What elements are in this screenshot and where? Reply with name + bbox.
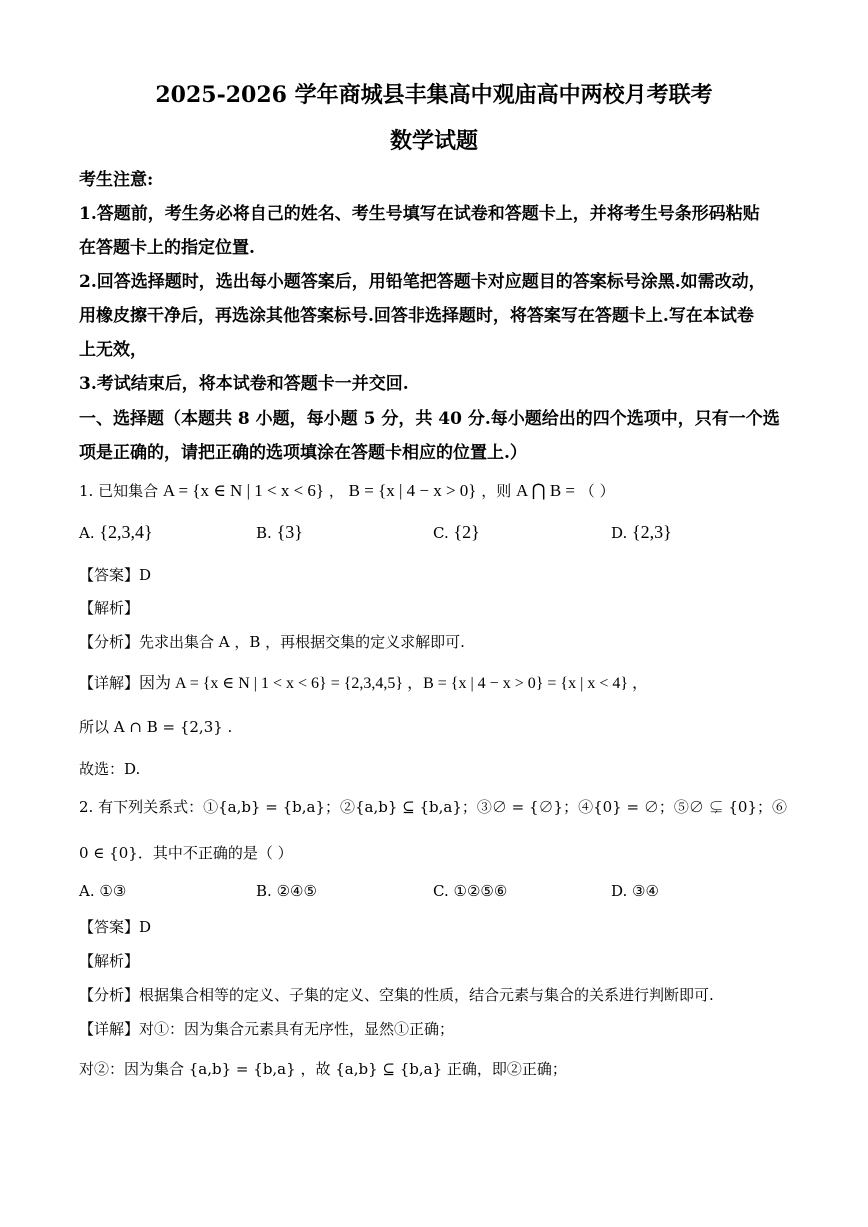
q1-option-c: [433, 522, 480, 543]
notice-line-1: 1.答题前，考生务必将自己的姓名、考生号填写在试卷和答题卡上，并将考生号条形码粘贴: [79, 204, 760, 224]
q1-option-b-label: B.: [256, 524, 272, 542]
section-heading-line-1: 一、选择题（本题共 8 小题，每小题 5 分，共 40 分.每小题给出的四个选项中，只有一个选: [79, 409, 780, 429]
q1-detail: [79, 670, 789, 693]
notice-line-3: 2.回答选择题时，选出每小题答案后，用铅笔把答题卡对应题目的答案标号涂黑.如需改动，: [79, 272, 766, 292]
q2-option-a-value: ①③: [99, 882, 127, 900]
q2-analysis-heading: 【解析】: [79, 952, 140, 970]
q2-option-a-label: A.: [79, 882, 95, 900]
q1-analysis-heading: 【解析】: [79, 599, 140, 617]
q1-option-b-value: {3}: [276, 522, 303, 542]
notice-line-5: 上无效，: [79, 340, 147, 360]
notice-line-4: 用橡皮擦干净后，再选涂其他答案标号.回答非选择题时，将答案写在答题卡上.写在本试卷: [79, 306, 754, 326]
question-1-stem: [79, 480, 789, 501]
set-b-definition: B = {x | 4 − x > 0}: [348, 481, 477, 500]
intersection-question: A ⋂ B =: [516, 481, 576, 500]
q2-option-b-label: B.: [256, 882, 272, 900]
q2-option-c-label: C.: [433, 882, 449, 900]
q1-choose: 故选：D.: [79, 760, 141, 778]
question-1-sep2: ，则: [481, 482, 512, 500]
q2-option-c: [433, 882, 507, 900]
q2-option-d-label: D.: [611, 882, 628, 900]
q2-detail: [79, 1018, 789, 1039]
q1-option-d: [611, 522, 672, 543]
q2-option-d-value: ③④: [632, 882, 659, 900]
q1-fenxi-text: 先求出集合 A ，B ，再根据交集的定义求解即可.: [139, 633, 465, 651]
q2-option-b-value: ②④⑤: [276, 882, 317, 900]
question-1-prefix: 1. 已知集合: [79, 482, 159, 500]
q2-option-a: [79, 882, 126, 900]
q1-answer: 【答案】D: [79, 566, 152, 584]
q1-option-d-label: D.: [611, 524, 628, 542]
q2-option-c-value: ①②⑤⑥: [453, 882, 508, 900]
q1-option-a: [79, 522, 153, 543]
notice-line-6: 3.考试结束后，将本试卷和答题卡一并交回.: [79, 374, 409, 394]
q2-fenxi-text: 根据集合相等的定义、子集的定义、空集的性质，结合元素与集合的关系进行判断即可.: [139, 986, 714, 1004]
q2-fenxi: [79, 984, 789, 1005]
q2-fenxi-tag: 【分析】: [79, 986, 140, 1004]
exam-subtitle: 数学试题: [389, 128, 478, 154]
question-2-stem-line-1: 2. 有下列关系式：①{a,b} = {b,a}；②{a,b} ⊆ {b,a}；③∅ = {∅}；④{0} = ∅；⑤∅ ⊊ {0}；⑥: [79, 798, 787, 816]
question-1-sep1: ，: [328, 482, 344, 500]
q1-option-b: [256, 522, 303, 543]
set-a-definition: A = {x ∈ N | 1 < x < 6}: [162, 481, 325, 500]
q1-option-a-value: {2,3,4}: [99, 522, 153, 542]
q2-detail-tag: 【详解】: [79, 1020, 140, 1038]
notice-line-2: 在答题卡上的指定位置.: [79, 238, 255, 258]
q1-detail-tag: 【详解】: [79, 674, 140, 692]
question-2-stem-line-2: 0 ∈ {0}．其中不正确的是（ ）: [79, 844, 293, 862]
q1-conclusion: 所以 A ∩ B = {2,3} .: [79, 718, 233, 736]
q1-option-a-label: A.: [79, 524, 95, 542]
section-heading-line-2: 项是正确的，请把正确的选项填涂在答题卡相应的位置上.）: [79, 443, 527, 463]
q2-option-d: [611, 882, 659, 900]
q1-option-d-value: {2,3}: [632, 522, 672, 542]
q1-option-c-label: C.: [433, 524, 449, 542]
answer-paren: （ ）: [579, 482, 615, 500]
exam-title: 2025-2026 学年商城县丰集高中观庙高中两校月考联考: [155, 82, 713, 108]
q2-option-b: [256, 882, 317, 900]
q1-fenxi-tag: 【分析】: [79, 633, 140, 651]
q1-option-c-value: {2}: [453, 522, 480, 542]
q2-detail-text: 对①：因为集合元素具有无序性，显然①正确；: [139, 1020, 455, 1038]
q2-answer: 【答案】D: [79, 918, 152, 936]
notice-heading: 考生注意:: [79, 170, 154, 190]
q1-detail-text: 因为 A = {x ∈ N | 1 < x < 6} = {2,3,4,5} ，B = {x | 4 − x > 0} = {x | x < 4} ，: [139, 675, 649, 692]
q2-detail-line-2: 对②：因为集合 {a,b} = {b,a} ，故 {a,b} ⊆ {b,a} 正确，即②正确；: [79, 1060, 567, 1078]
q1-fenxi: [79, 631, 789, 652]
